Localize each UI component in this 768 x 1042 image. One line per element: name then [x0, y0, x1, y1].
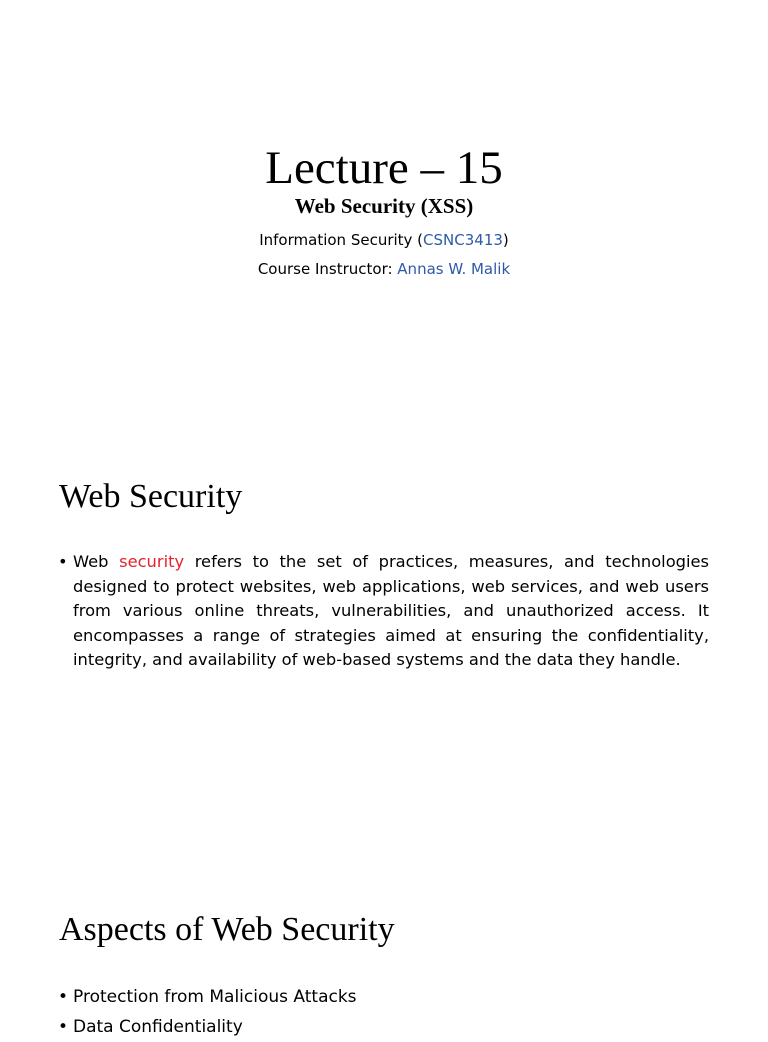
list-item — [58, 1012, 357, 1042]
title-slide — [0, 0, 768, 432]
course-prefix: Information Security ( — [259, 231, 424, 249]
list-item-text: Data Confidentiality — [73, 1017, 243, 1037]
aspect-list — [58, 982, 357, 1042]
slide-heading: Aspects of Web Security — [59, 911, 395, 948]
list-item — [58, 982, 357, 1012]
highlighted-word: security — [119, 552, 185, 571]
bullet-icon: • — [58, 1017, 69, 1037]
list-item-text: Protection from Malicious Attacks — [73, 987, 357, 1007]
para-rest: refers to the set of practices, measures, and technologies designed to protect websites, web applications, web services, and web users from various online threats, vulnerabilities, and unauthorized access. It encompasses a range of strategies aimed at ensuring the confidentiality, integrity, and availability of web-based systems and the data they handle. — [73, 552, 710, 669]
bullet-icon: • — [58, 987, 69, 1007]
course-code: CSNC3413 — [423, 231, 503, 249]
lecture-title: Lecture – 15 — [265, 142, 503, 194]
instructor-name: Annas W. Malik — [397, 260, 511, 278]
para-start: Web — [73, 552, 120, 571]
slide-heading: Web Security — [59, 478, 243, 515]
web-security-slide — [0, 432, 768, 864]
bullet-icon: • — [58, 552, 68, 571]
lecture-subtitle: Web Security (XSS) — [294, 194, 474, 218]
course-info — [0, 230, 768, 250]
bullet-item — [58, 550, 709, 673]
aspects-slide — [0, 864, 768, 1037]
course-suffix: ) — [502, 231, 509, 249]
bullet-text — [73, 550, 709, 673]
instructor-info — [0, 259, 768, 279]
instructor-label: Course Instructor: — [257, 260, 398, 278]
